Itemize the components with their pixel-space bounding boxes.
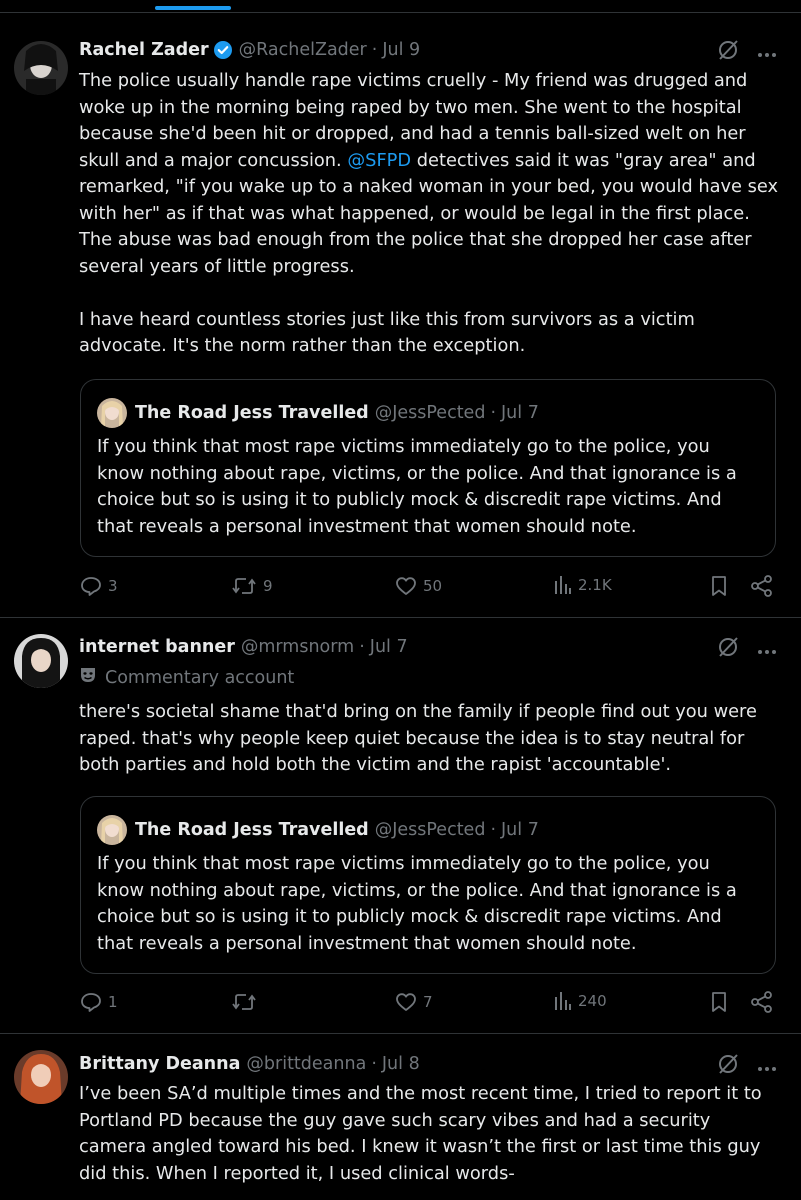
- bookmark-button[interactable]: [710, 575, 728, 597]
- tweet-action-bar: [80, 991, 774, 1017]
- bookmark-button[interactable]: [710, 991, 728, 1013]
- display-name[interactable]: internet banner: [79, 637, 235, 657]
- reply-count: 3: [108, 577, 118, 595]
- bookmark-icon: [710, 991, 728, 1013]
- timestamp[interactable]: Jul 9: [382, 40, 421, 60]
- tweet-text-part: detectives said it was "gray area" and remarked, "if you wake up to a naked woman in your bed, you would have sex with her" as if that was what happened, or would be legal in the first place. The abuse was bad enough from the police that she dropped her case after several years of little progress. I have heard countless stories just like this from survivors as a victim advocate. It's the norm rather than the exception.: [79, 149, 779, 356]
- share-button[interactable]: [750, 575, 774, 597]
- user-handle[interactable]: @RachelZader: [238, 40, 367, 60]
- tweet-header: [79, 1051, 420, 1077]
- share-icon: [750, 575, 774, 597]
- views-button[interactable]: [554, 991, 607, 1011]
- quoted-tweet-header: [97, 815, 539, 845]
- quoted-handle: @JessPected: [374, 403, 486, 423]
- repost-count: 9: [263, 577, 273, 595]
- grok-icon[interactable]: [717, 636, 739, 662]
- verified-badge-icon: [213, 40, 233, 60]
- views-button[interactable]: [554, 575, 612, 595]
- like-button[interactable]: [395, 991, 433, 1013]
- separator-dot: ·: [359, 637, 365, 657]
- share-icon: [750, 991, 774, 1013]
- separator-dot: ·: [490, 403, 497, 423]
- commentary-label: [79, 666, 294, 689]
- tweet-top-actions: [717, 636, 777, 662]
- tweet-action-bar: [80, 575, 774, 601]
- reply-button[interactable]: [80, 575, 118, 597]
- quoted-tweet-header: [97, 398, 539, 428]
- like-icon: [395, 991, 417, 1013]
- views-icon: [554, 991, 572, 1011]
- tweet-text: there's societal shame that'd bring on the family if people find out you were raped. that's why people keep quiet because the idea is to stay neutral for both parties and hold both the victim and the rapist 'accountable'.: [79, 701, 763, 775]
- tweet-rachel-zader[interactable]: [0, 13, 801, 618]
- tweet-text: [79, 68, 779, 360]
- tweet-header: [79, 634, 408, 660]
- tweet-header: [79, 37, 420, 63]
- more-icon[interactable]: [757, 1057, 777, 1076]
- views-count: 2.1K: [578, 576, 612, 594]
- avatar[interactable]: [14, 41, 68, 95]
- tweet-top-actions: [717, 39, 777, 65]
- grok-icon[interactable]: [717, 1053, 739, 1079]
- display-name[interactable]: Brittany Deanna: [79, 1054, 241, 1074]
- tweet-top-actions: [717, 1053, 777, 1079]
- quoted-timestamp: Jul 7: [501, 820, 539, 840]
- quoted-avatar: [97, 398, 127, 428]
- tweet-text-part: The police usually handle rape victims cruelly - My friend was drugged and woke up in the morning being raped by two men. She went to the hospital because she'd been hit or dropped, and had a tennis ball-sized welt on her skull and a major concussion.: [79, 70, 753, 171]
- commentary-label-text: Commentary account: [105, 667, 295, 688]
- timestamp[interactable]: Jul 8: [381, 1054, 420, 1074]
- user-handle[interactable]: @mrmsnorm: [240, 637, 355, 657]
- quoted-tweet-text: If you think that most rape victims immediately go to the police, you know nothing about rape, victims, or the police. And that ignorance is a choice but so is using it to publicly mock & discredit rape victims. And that reveals a personal investment that women should note.: [97, 853, 737, 954]
- avatar[interactable]: [14, 1050, 68, 1104]
- quoted-timestamp: Jul 7: [501, 403, 539, 423]
- separator-dot: ·: [371, 40, 378, 60]
- quoted-avatar: [97, 815, 127, 845]
- more-icon[interactable]: [757, 43, 777, 62]
- reply-icon: [80, 575, 102, 597]
- like-icon: [395, 575, 417, 597]
- quoted-display-name: The Road Jess Travelled: [135, 403, 369, 423]
- avatar[interactable]: [14, 634, 68, 688]
- share-button[interactable]: [750, 991, 774, 1013]
- reply-icon: [80, 991, 102, 1013]
- quoted-handle: @JessPected: [374, 820, 486, 840]
- tweet-text: I’ve been SA’d multiple times and the most recent time, I tried to report it to Portland PD because the guy gave such scary vibes and had a security camera angled toward his bed. I knew it wasn’t the first or last time this guy did this. When I reported it, I used clinical words-: [79, 1083, 768, 1184]
- repost-button[interactable]: [231, 575, 273, 597]
- quoted-display-name: The Road Jess Travelled: [135, 820, 369, 840]
- user-handle[interactable]: @brittdeanna: [246, 1054, 367, 1074]
- top-tab-bar: [0, 0, 801, 13]
- display-name[interactable]: Rachel Zader: [79, 40, 209, 60]
- separator-dot: ·: [490, 820, 497, 840]
- repost-icon: [231, 575, 257, 597]
- grok-icon[interactable]: [717, 39, 739, 65]
- like-button[interactable]: [395, 575, 442, 597]
- quoted-tweet-text: If you think that most rape victims immediately go to the police, you know nothing about rape, victims, or the police. And that ignorance is a choice but so is using it to publicly mock & discredit rape victims. And that reveals a personal investment that women should note.: [97, 436, 737, 537]
- mention-link[interactable]: @SFPD: [347, 149, 412, 171]
- bookmark-icon: [710, 575, 728, 597]
- reply-button[interactable]: [80, 991, 118, 1013]
- quoted-tweet[interactable]: [80, 379, 776, 557]
- repost-button[interactable]: [231, 991, 257, 1013]
- repost-icon: [231, 991, 257, 1013]
- views-count: 240: [578, 992, 607, 1010]
- separator-dot: ·: [371, 1054, 377, 1074]
- tweet-internet-banner[interactable]: [0, 618, 801, 1034]
- views-icon: [554, 575, 572, 595]
- tweet-brittany-deanna[interactable]: [0, 1034, 801, 1200]
- commentary-mask-icon: [79, 666, 97, 689]
- quoted-tweet[interactable]: [80, 796, 776, 974]
- more-icon[interactable]: [757, 640, 777, 659]
- active-tab-indicator: [155, 6, 231, 10]
- timestamp[interactable]: Jul 7: [369, 637, 408, 657]
- like-count: 50: [423, 577, 443, 595]
- reply-count: 1: [108, 993, 118, 1011]
- like-count: 7: [423, 993, 433, 1011]
